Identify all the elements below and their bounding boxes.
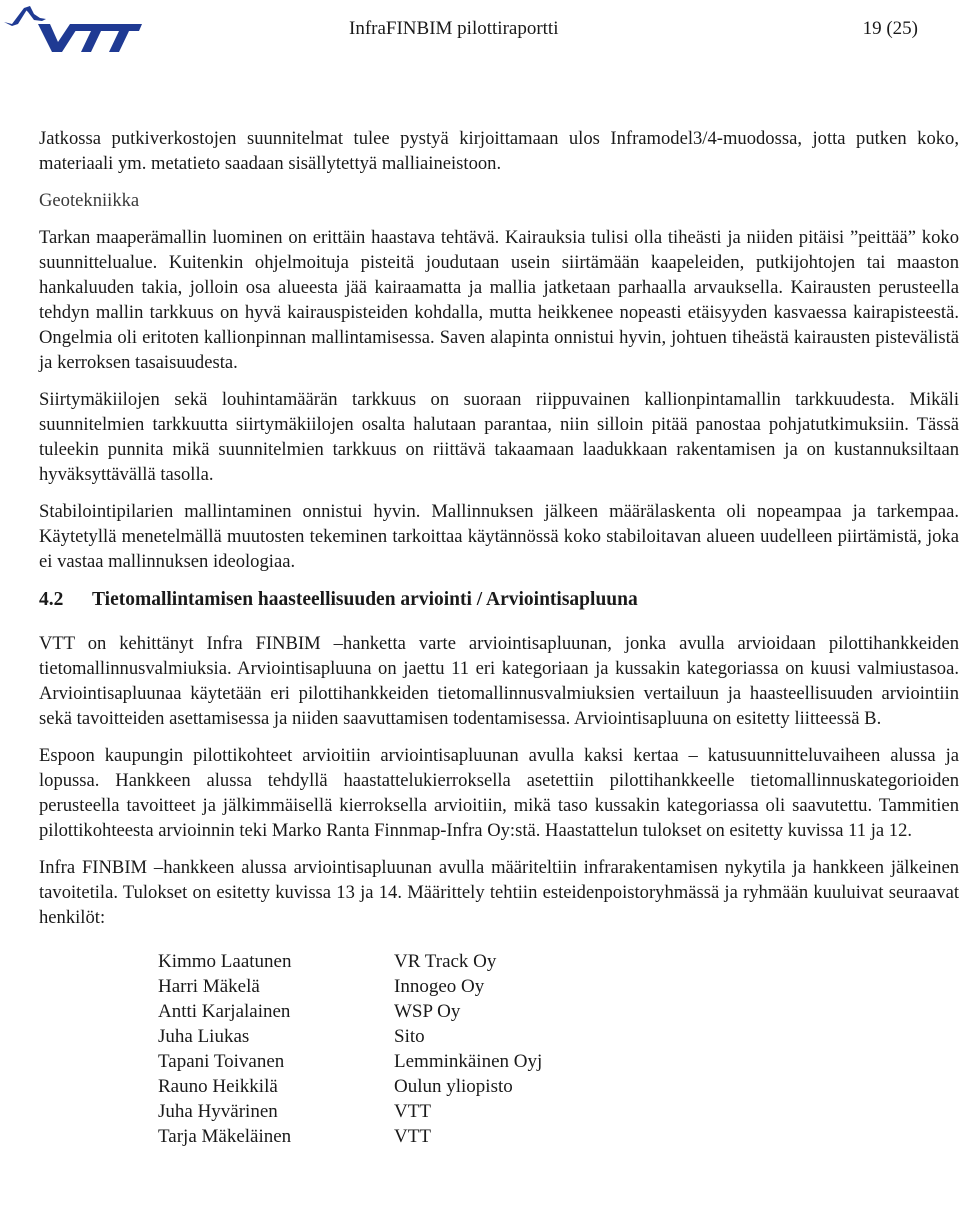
document-body <box>39 126 959 1149</box>
paragraph-stabilization-piles: Stabilointipilarien mallintaminen onnistui hyvin. Mallinnuksen jälkeen määrälaskenta oli nopeampaa ja tarkempaa. Käytetyllä menetelmällä muutosten tekeminen tarkoittaa käytännössä koko stabiloitavan alueen uudelleen piirtämistä, joka ei vastaa mallinnuksen ideologiaa. <box>39 501 959 572</box>
person-name: Kimmo Laatunen <box>158 951 292 972</box>
section-heading <box>39 586 959 614</box>
person-organization: Lemminkäinen Oyj <box>394 1051 543 1072</box>
person-name: Rauno Heikkilä <box>158 1076 278 1097</box>
paragraph-assessment-template: VTT on kehittänyt Infra FINBIM –hanketta varte arviointisapluunan, jonka avulla arvioidaan pilottihankkeiden tietomallinnusvalmiuksia. Arviointisapluuna on jaettu 11 eri kategoriaan ja kussakin kategoriassa on kuusi valmiustasoa. Arviointisapluunaa käytetään eri pilottihankkeiden tietomallinnusvalmiuksien vertailuun ja haasteellisuuden arviointiin sekä tavoitteiden asettamisessa ja niiden saavuttamisen todentamisessa. Arviointisapluuna on esitetty liitteessä B. <box>39 633 959 729</box>
people-list <box>158 949 959 1149</box>
person-organization: VTT <box>394 1126 431 1147</box>
person-name: Harri Mäkelä <box>158 976 260 997</box>
people-orgs-column <box>394 949 542 1149</box>
paragraph-transition-wedges: Siirtymäkiilojen sekä louhintamäärän tarkkuus on suoraan riippuvainen kallionpintamallin tarkkuudesta. Mikäli suunnitelmien tarkkuutta siirtymäkiilojen osalta halutaan parantaa, niin silloin pitää panostaa pohjatutkimuksiin. Tässä tuleekin punnita mikä suunnitelmien tarkkuus on riittävä takaamaan laadukkaan rakentamisen ja on kustannuksiltaan hyväksyttävällä tasolla. <box>39 389 959 485</box>
person-organization: Oulun yliopisto <box>394 1076 513 1097</box>
people-names-column <box>158 949 394 1149</box>
person-organization: VR Track Oy <box>394 951 497 972</box>
person-name: Tarja Mäkeläinen <box>158 1126 292 1147</box>
section-title: Tietomallintamisen haasteellisuuden arviointi / Arviointisapluuna <box>92 589 638 610</box>
person-organization: Innogeo Oy <box>394 976 485 997</box>
paragraph-espoo-pilots: Espoon kaupungin pilottikohteet arvioitiin arviointisapluunan avulla kaksi kertaa – katusuunnitteluvaiheen alussa ja lopussa. Hankkeen alussa tehdyllä haastattelukierroksella asetettiin pilottihankkeelle tietomallinnuskategorioiden perusteella tavoitteet ja jälkimmäisellä kierroksella arvioitiin, mikä taso kussakin kategoriassa oli saavutettu. Tammitien pilottikohteesta arvioinnin teki Marko Ranta Finnmap-Infra Oy:stä. Haastattelun tulokset on esitetty kuvissa 11 ja 12. <box>39 745 959 841</box>
person-organization: Sito <box>394 1026 425 1047</box>
paragraph-pipe-networks: Jatkossa putkiverkostojen suunnitelmat tulee pystyä kirjoittamaan ulos Inframodel3/4-muodossa, jotta putken koko, materiaali ym. metatieto saadaan sisällytettyä malliaineistoon. <box>39 128 959 174</box>
subheading-geotechnics: Geotekniikka <box>39 190 140 211</box>
person-name: Tapani Toivanen <box>158 1051 285 1072</box>
paragraph-infra-finbim-start: Infra FINBIM –hankkeen alussa arviointisapluunan avulla määriteltiin infrarakentamisen nykytila ja hankkeen jälkeinen tavoitetila. Tulokset on esitetty kuvissa 13 ja 14. Määrittely tehtiin esteidenpoistoryhmässä ja ryhmään kuuluivat seuraavat henkilöt: <box>39 857 959 928</box>
person-organization: VTT <box>394 1101 431 1122</box>
page-number: 19 (25) <box>862 18 918 39</box>
person-organization: WSP Oy <box>394 1001 461 1022</box>
vtt-logo <box>2 2 142 54</box>
person-name: Juha Liukas <box>158 1026 250 1047</box>
paragraph-soil-model: Tarkan maaperämallin luominen on erittäin haastava tehtävä. Kairauksia tulisi olla tiheästi ja niiden pitäisi ”peittää” koko suunnittelualue. Kuitenkin ohjelmoituja pisteitä joudutaan usein siirtämään kaapeleiden, putkijohtojen tai maaston hankaluuden takia, jolloin osa alueesta jää kairaamatta ja mallia jatketaan parhaalla arvauksella. Kairausten perusteella tehdyn mallin tarkkuus on hyvä kairauspisteiden kohdalla, mutta heikkenee nopeasti etäisyyden kasvaessa kairapisteestä. Ongelmia oli eritoten kallionpinnan mallintamisessa. Saven alapinta onnistui hyvin, johtuen tiheästä kairausten pistevälistä ja kerroksen tasaisuudesta. <box>39 227 959 373</box>
section-number: 4.2 <box>39 589 64 610</box>
header-title: InfraFINBIM pilottiraportti <box>349 18 559 39</box>
person-name: Juha Hyvärinen <box>158 1101 278 1122</box>
person-name: Antti Karjalainen <box>158 1001 291 1022</box>
